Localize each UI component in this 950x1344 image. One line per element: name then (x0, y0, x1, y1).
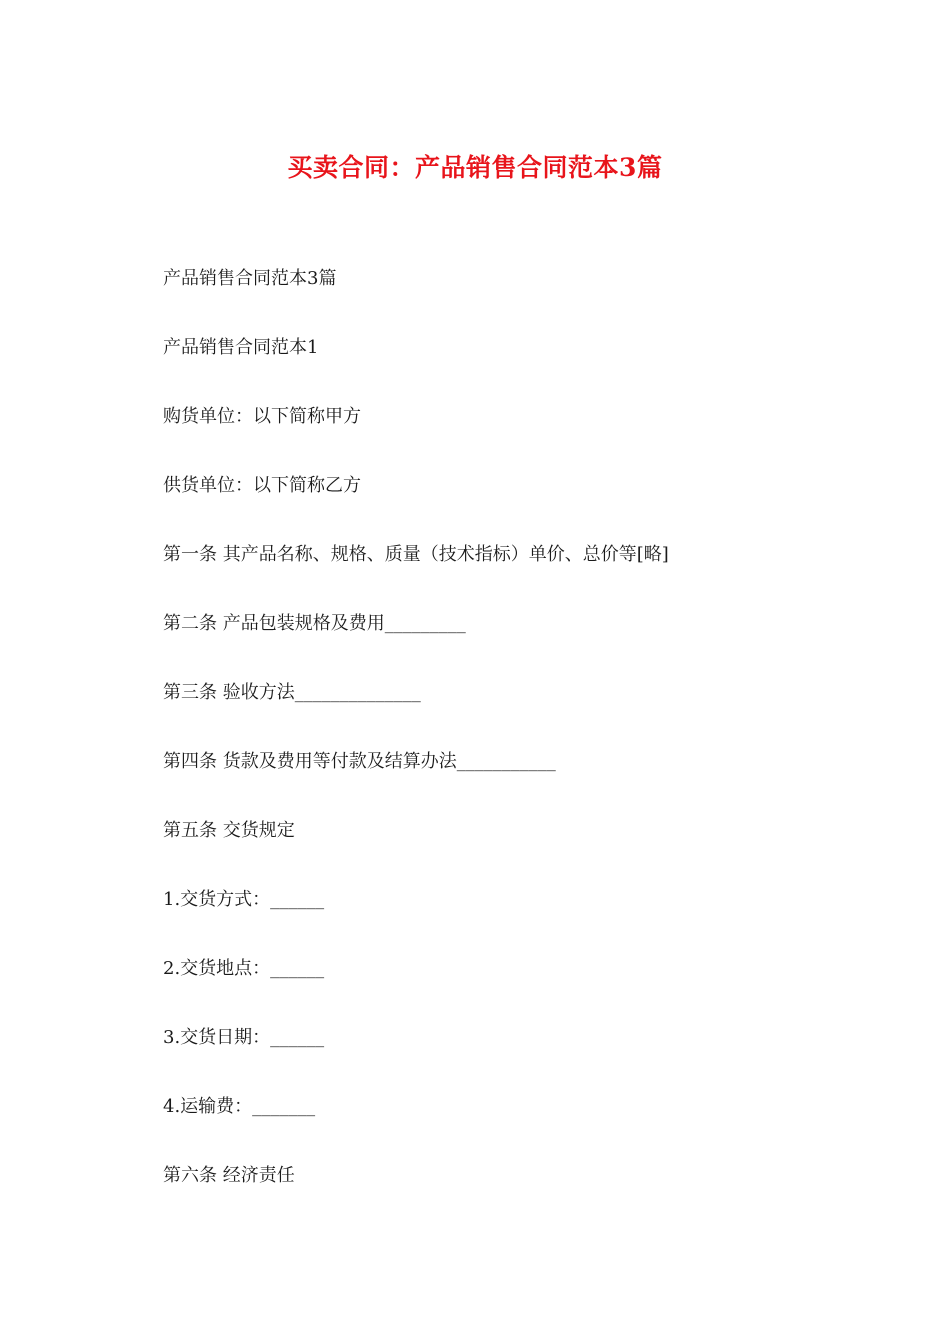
paragraph: 产品销售合同范本1 (163, 337, 319, 358)
paragraph: 1.交货方式：______ (163, 889, 325, 910)
document-title: 买卖合同：产品销售合同范本3篇 (287, 153, 663, 182)
paragraph: 2.交货地点：______ (163, 958, 325, 979)
paragraph: 第六条 经济责任 (163, 1165, 295, 1186)
paragraph: 4.运输费：_______ (163, 1096, 316, 1117)
paragraph: 供货单位：以下简称乙方 (163, 475, 361, 496)
paragraph: 购货单位：以下简称甲方 (163, 406, 361, 427)
paragraph: 第二条 产品包装规格及费用_________ (163, 613, 466, 634)
paragraph: 第五条 交货规定 (163, 820, 295, 841)
paragraph: 第三条 验收方法______________ (163, 682, 421, 703)
paragraph: 第四条 货款及费用等付款及结算办法___________ (163, 751, 556, 772)
paragraph: 第一条 其产品名称、规格、质量（技术指标）单价、总价等[略] (163, 544, 669, 565)
paragraph: 3.交货日期：______ (163, 1027, 325, 1048)
paragraph: 产品销售合同范本3篇 (163, 268, 337, 289)
document-body (163, 262, 803, 1228)
